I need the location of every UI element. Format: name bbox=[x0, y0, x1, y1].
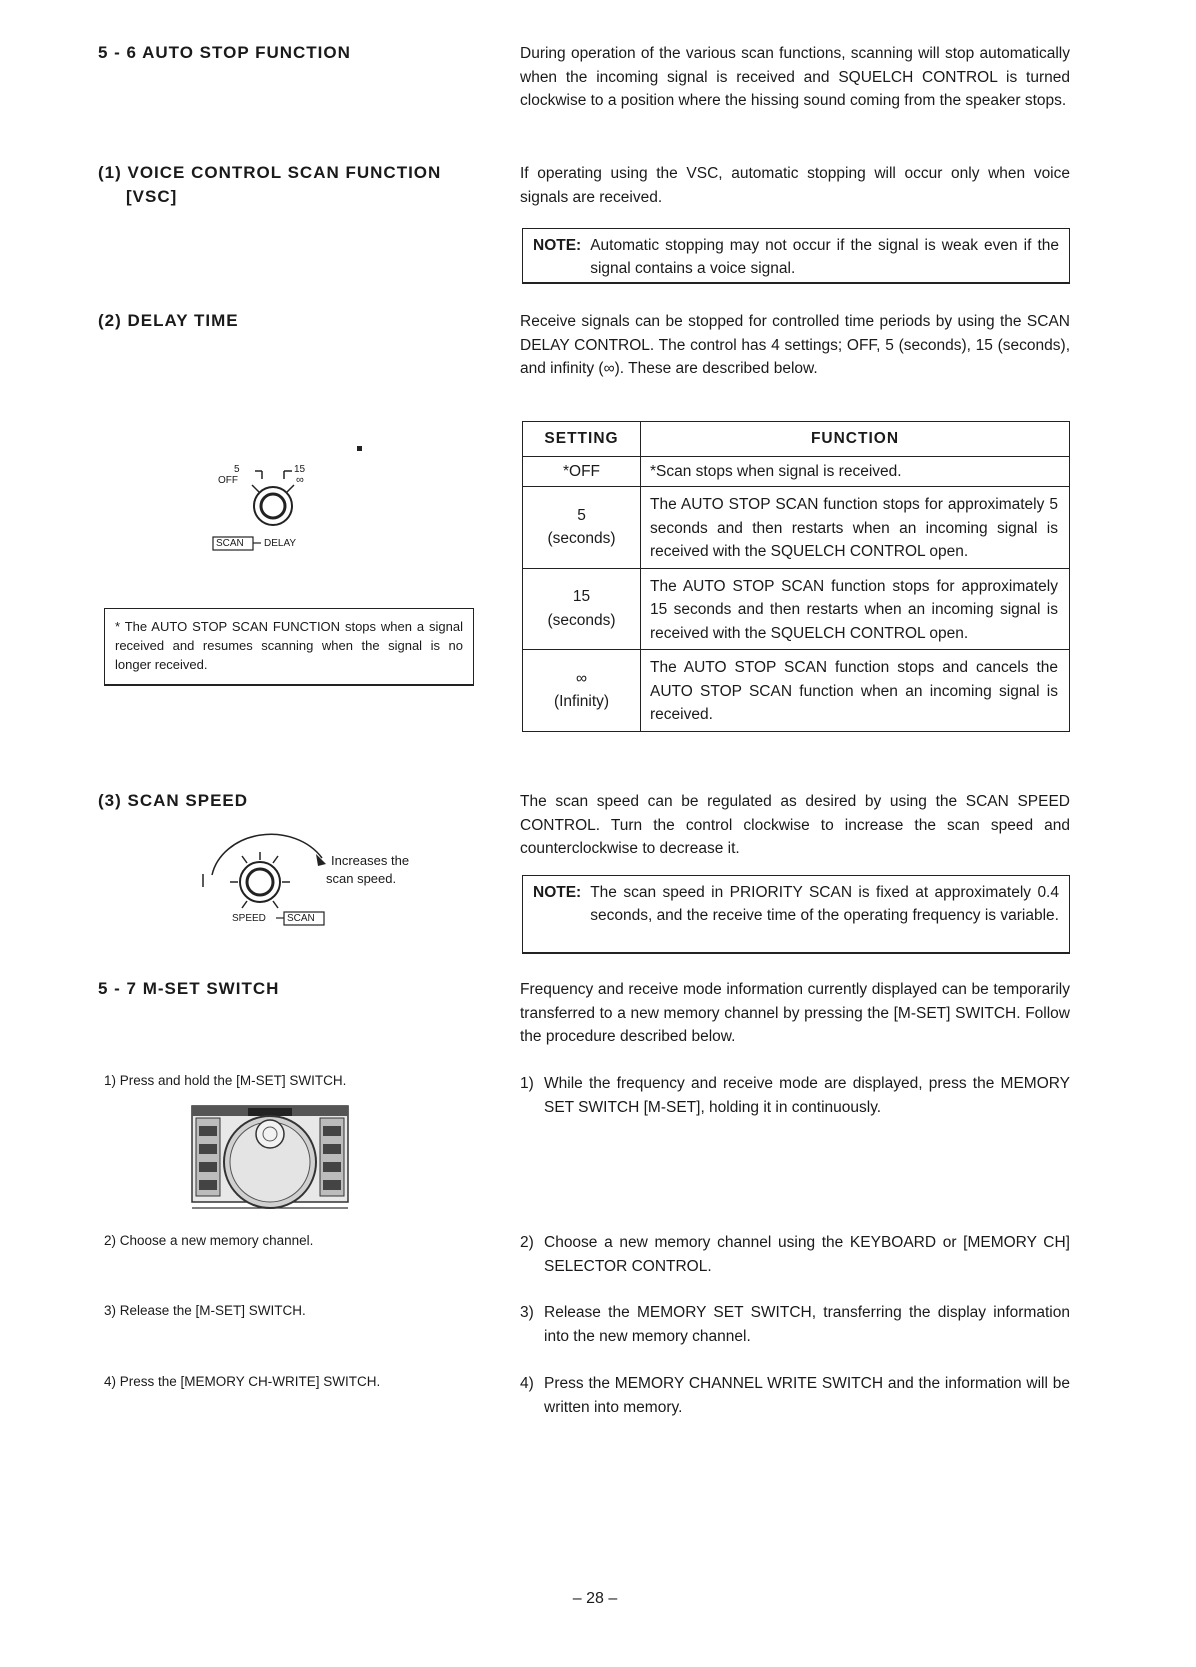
setting-cell: *OFF bbox=[523, 457, 641, 487]
delay-knob-diagram bbox=[210, 455, 330, 555]
scan-speed-note-box bbox=[522, 875, 1070, 954]
section-heading-mset: 5 - 7 M-SET SWITCH bbox=[98, 979, 280, 998]
function-cell: The AUTO STOP SCAN function stops for approximately 5 seconds and then restarts when an incoming signal is received with the SQUELCH CONTROL open. bbox=[641, 487, 1070, 569]
note-label: NOTE: bbox=[533, 237, 582, 254]
knob-label-scan: SCAN bbox=[216, 538, 244, 549]
delay-text: Receive signals can be stopped for controlled time periods by using the SCAN DELAY CONTROL. The control has 4 settings; OFF, 5 (seconds), 15 (seconds), and infinity (∞). These are described below. bbox=[520, 313, 1070, 377]
function-cell: The AUTO STOP SCAN function stops for approximately 15 seconds and then restarts when an incoming signal is received with the SQUELCH CONTROL open. bbox=[641, 568, 1070, 650]
setting-cell: ∞ (Infinity) bbox=[523, 650, 641, 732]
note-text: Automatic stopping may not occur if the signal is weak even if the signal contains a voice signal. bbox=[590, 237, 1059, 277]
table-row bbox=[523, 568, 1070, 650]
memory-dial-icon bbox=[190, 1104, 350, 1214]
table-row bbox=[523, 650, 1070, 732]
auto-stop-info-box: * The AUTO STOP SCAN FUNCTION stops when a signal received and resumes scanning when the signal is no longer received. bbox=[104, 608, 474, 686]
knob-label-5: 5 bbox=[234, 464, 240, 475]
knob-label-off: OFF bbox=[218, 475, 238, 486]
mset-step-left-3: 3) Release the [M-SET] SWITCH. bbox=[104, 1303, 306, 1318]
speed-caption-line2: scan speed. bbox=[326, 871, 397, 886]
mset-panel-image bbox=[190, 1104, 350, 1214]
mset-text: Frequency and receive mode information currently displayed can be temporarily transferred to a new memory channel by pressing the [M-SET] SWITCH. Follow the procedure described below. bbox=[520, 981, 1070, 1045]
section-heading-auto-stop: 5 - 6 AUTO STOP FUNCTION bbox=[98, 43, 351, 62]
table-row bbox=[523, 457, 1070, 487]
knob-label-infinity: ∞ bbox=[296, 474, 304, 486]
vsc-heading-line1: (1) VOICE CONTROL SCAN FUNCTION bbox=[98, 163, 442, 182]
knob-label-scan: SCAN bbox=[287, 913, 315, 924]
table-row bbox=[523, 487, 1070, 569]
setting-cell: 5 (seconds) bbox=[523, 487, 641, 569]
table-header-row bbox=[523, 422, 1070, 457]
speed-caption-line1: Increases the bbox=[331, 853, 410, 868]
page-number: – 28 – bbox=[572, 1590, 618, 1607]
function-cell: *Scan stops when signal is received. bbox=[641, 457, 1070, 487]
vsc-text: If operating using the VSC, automatic stopping will occur only when voice signals are received. bbox=[520, 165, 1070, 206]
scan-speed-diagram bbox=[200, 820, 440, 930]
table-header-setting: SETTING bbox=[523, 422, 641, 457]
mset-step-right-3: 3) Release the MEMORY SET SWITCH, transferring the display information into the new memory channel. bbox=[520, 1304, 1070, 1345]
mset-step-right-1: 1) While the frequency and receive mode are displayed, press the MEMORY SET SWITCH [M-SET], holding it in continuously. bbox=[520, 1075, 1070, 1116]
mset-step-right-2: 2) Choose a new memory channel using the KEYBOARD or [MEMORY CH] SELECTOR CONTROL. bbox=[520, 1234, 1070, 1275]
delay-heading: (2) DELAY TIME bbox=[98, 311, 239, 330]
table-header-function: FUNCTION bbox=[641, 422, 1070, 457]
setting-cell: 15 (seconds) bbox=[523, 568, 641, 650]
scan-speed-text: The scan speed can be regulated as desired by using the SCAN SPEED CONTROL. Turn the control clockwise to increase the scan speed and counterclockwise to decrease it. bbox=[520, 793, 1070, 857]
note-label: NOTE: bbox=[533, 884, 582, 901]
scan-speed-heading: (3) SCAN SPEED bbox=[98, 791, 249, 810]
speck bbox=[357, 446, 362, 451]
function-cell: The AUTO STOP SCAN function stops and cancels the AUTO STOP SCAN function when an incoming signal is received. bbox=[641, 650, 1070, 732]
note-text: The scan speed in PRIORITY SCAN is fixed at approximately 0.4 seconds, and the receive time of the operating frequency is variable. bbox=[590, 884, 1059, 924]
knob-label-speed: SPEED bbox=[232, 913, 266, 924]
mset-step-left-4: 4) Press the [MEMORY CH-WRITE] SWITCH. bbox=[104, 1374, 381, 1389]
knob-label-15: 15 bbox=[294, 464, 306, 475]
auto-stop-text: During operation of the various scan functions, scanning will stop automatically when the incoming signal is received and SQUELCH CONTROL is turned clockwise to a position where the hissing sound coming from the speaker stops. bbox=[520, 45, 1070, 109]
delay-settings-table bbox=[522, 421, 1070, 732]
knob-label-delay: DELAY bbox=[264, 538, 297, 549]
mset-step-left-2: 2) Choose a new memory channel. bbox=[104, 1233, 314, 1248]
mset-step-right-4: 4) Press the MEMORY CHANNEL WRITE SWITCH and the information will be written into memory. bbox=[520, 1375, 1070, 1416]
vsc-note-box bbox=[522, 228, 1070, 284]
vsc-heading-line2: [VSC] bbox=[126, 187, 178, 206]
mset-step-left-1: 1) Press and hold the [M-SET] SWITCH. bbox=[104, 1073, 347, 1088]
